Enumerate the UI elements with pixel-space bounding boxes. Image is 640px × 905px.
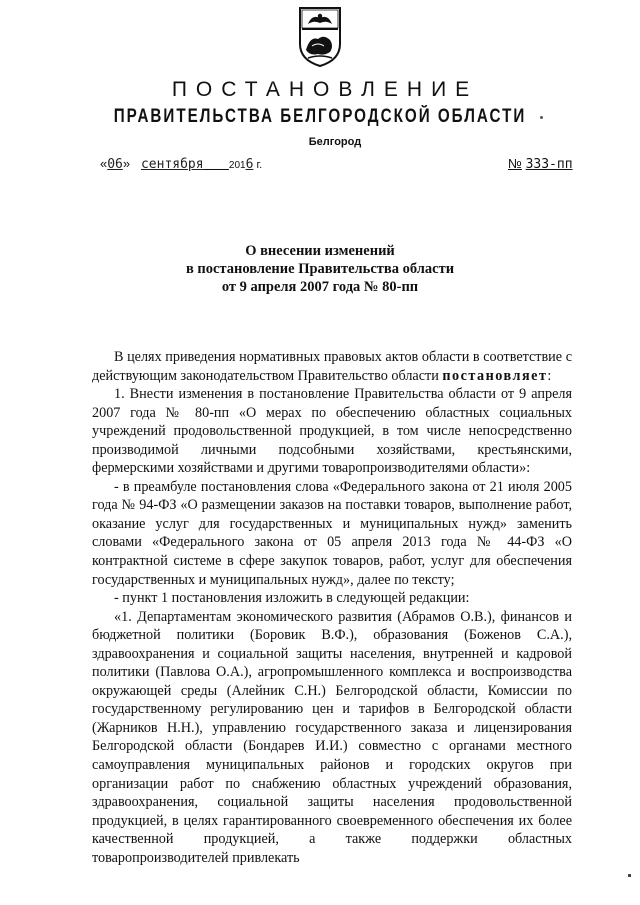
paragraph-point-1-change: - пункт 1 постановления изложить в следующей редакции: [114, 590, 470, 607]
date-quote-close: » [122, 156, 131, 171]
paragraph-item-1: 1. Внести изменения в постановление Правительства области от 9 апреля 2007 года № 80-пп «О мерах по обеспечению областных социальных учреждений продовольственной продукцией, в том числе непосредственно производимой личными подсобными хозяйствами, крестьянскими, фермерскими хозяйствами и другими товаропроизводителями области»: [92, 386, 572, 477]
document-type-heading: ПОСТАНОВЛЕНИЕ [171, 78, 479, 101]
issuing-authority-heading: ПРАВИТЕЛЬСТВА БЕЛГОРОДСКОЙ ОБЛАСТИ [113, 106, 527, 127]
document-number [508, 156, 573, 172]
preamble-text: В целях приведения нормативных правовых актов области в соответствие с действующим законодательством Правительство области [92, 349, 572, 384]
scan-speck [540, 116, 543, 119]
resolves-word: постановляет [442, 367, 548, 384]
scan-mark [628, 874, 631, 877]
document-date [100, 156, 262, 172]
subject-line-2: в постановление Правительства области [185, 261, 455, 277]
paragraph-new-point-1: «1. Департаментам экономического развития (Абрамов О.В.), финансов и бюджетной политики (Боровик В.Ф.), образования (Боженов С.А.), здравоохранения и социальной защиты населения, внутренней и кадровой политики (Павлова О.А.), агропромышленного комплекса и воспроизводства окружающей среды (Алейник С.Н.) Белгородской области, Комиссии по государственному регулированию цен и тарифов в Белгородской области (Жарников Н.Н.), управлению государственного заказа и лицензирования Белгородской области (Бондарев И.И.) совместно с органами местного самоуправления муниципальных районов и городских округов при организации работ по снабжению областных учреждений образования, здравоохранения, социальной защиты населения продовольственной продукцией, в целях гарантированного своевременного обеспечения их более качественной продукцией, а также поддержки областных товаропроизводителей привлекать [92, 608, 572, 866]
coat-of-arms-icon [298, 6, 342, 68]
city-name: Белгород [308, 136, 362, 148]
document-body [92, 348, 572, 867]
date-day: 06 [107, 157, 123, 172]
number-value: 333-пп [525, 157, 573, 172]
date-year-g: г. [253, 159, 263, 171]
preamble-colon: : [547, 367, 552, 384]
subject-line-3: от 9 апреля 2007 года № 80-пп [221, 279, 419, 295]
subject-line-1: О внесении изменений [245, 243, 395, 259]
document-subject [0, 242, 640, 296]
date-year-suffix: 6 [245, 157, 254, 172]
date-quote-open: « [100, 156, 108, 171]
paragraph-preamble-change: - в преамбуле постановления слова «Федерального закона от 21 июля 2005 года № 94-ФЗ «О размещении заказов на поставки товаров, выполнение работ, оказание услуг для государственных и муниципальных нужд» заменить словами «Федерального закона от 05 апреля 2013 года № 44-ФЗ «О контрактной системе в сфере закупок товаров, работ, услуг для обеспечения государственных и муниципальных нужд», далее по тексту; [92, 478, 572, 588]
date-month: сентября [140, 157, 204, 172]
number-label: № [508, 156, 522, 171]
date-year-prefix: 201 [228, 160, 246, 171]
paragraph-preamble [92, 348, 572, 385]
